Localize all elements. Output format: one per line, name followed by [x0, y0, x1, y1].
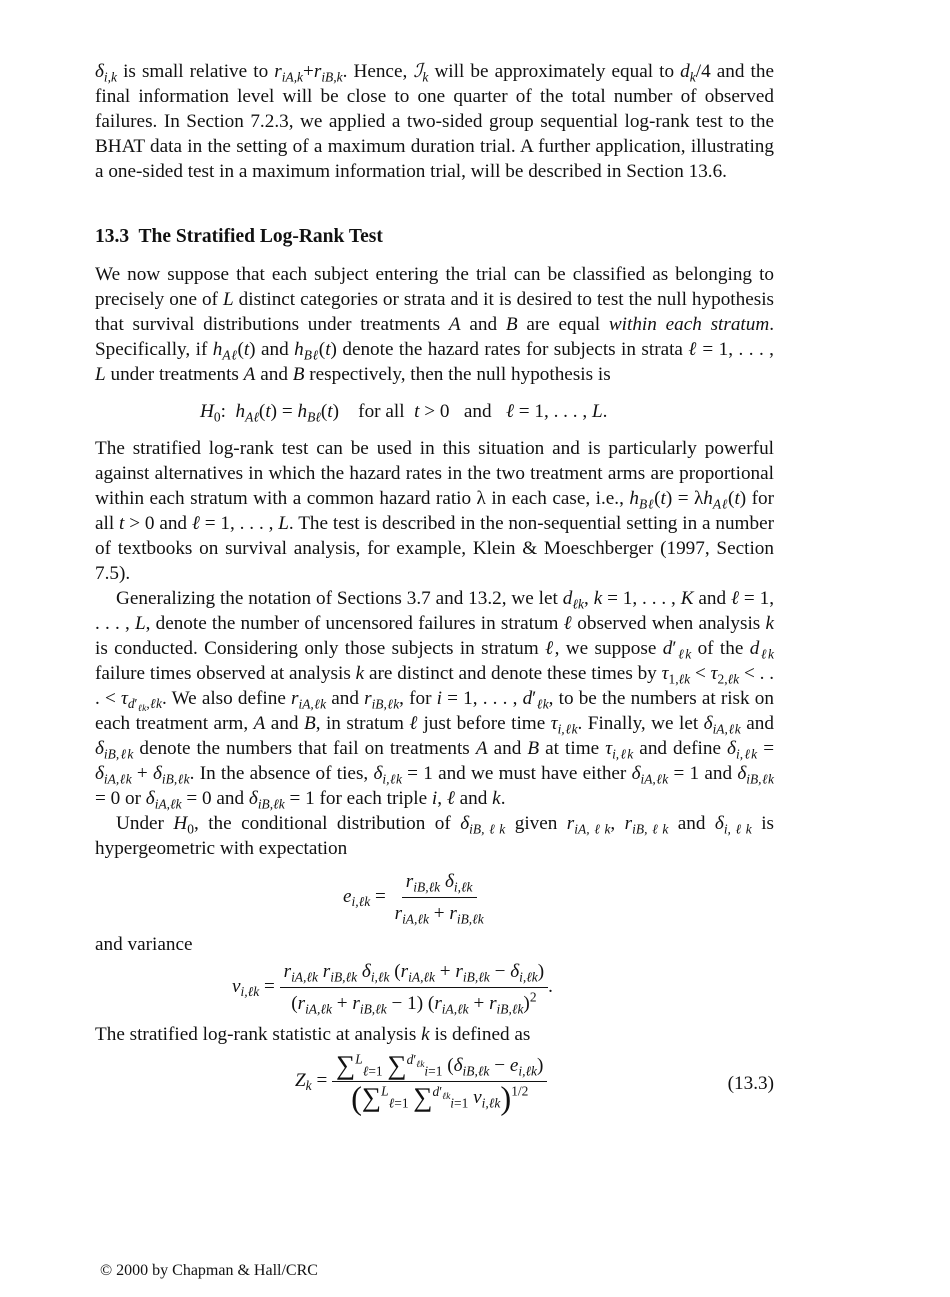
variance-equation: $v_{i,\ell k}$ = $\frac{r_{iA,\ell k} r_{iB,\ell k} \delta_{i,\ell k} (r_{iA,\ell k} + r_{iB,\ell k} - \delta_{i,\ell k})}{(r_{iA,\ell k} + r_{iB,\ell k} - 1) (r_{iA,\ell k} + r_{iB,\ell k})^2}$ .	[232, 961, 553, 1017]
paragraph-statistic-intro: The stratified log-rank statistic at analysis k is defined as	[95, 1024, 531, 1045]
section-number: 13.3	[95, 226, 130, 247]
paragraph-stratified-test: The stratified log-rank test can be used in this situation and is particularly powerful against alternatives in which the hazard rates in the two treatment arms are proportional within each stratum with a common hazard ratio λ in each case, i.e., $h_{B\ell}(t) = \lambda h_{A\ell}(t)$ for all t > 0 and ℓ = 1, . . . , L. The test is described in the non-sequential setting in a number of textbooks on survival analysis, for example, Klein & Moeschberger (1997, Section 7.5).	[95, 438, 775, 584]
paragraph-hypergeometric: Under $H_0$, the conditional distribution of $\delta_{iB,\ell k}$ given $r_{iA,\ell k}$, $r_{iB,\ell k}$ and $\delta_{i,\ell k}$ is hypergeometric with expectation	[95, 813, 775, 859]
expectation-equation: $e_{i,\ell k}$ = $\frac{r_{iB,\ell k} \delta_{i,\ell k}}{r_{iA,\ell k} + r_{iB,\ell k}}$	[343, 871, 484, 927]
paragraph-notation: Generalizing the notation of Sections 3.7 and 13.2, we let $d_{\ell k}$, k = 1, . . . , K and ℓ = 1, . . . , L, denote the number of uncensored failures in stratum ℓ observed when analysis k is conducted. Considering only those subjects in stratum ℓ, we suppose $d'_{\ell k}$ of the $d_{\ell k}$ failure times observed at analysis k are distinct and denote these times by $\tau_{1,\ell k} < \tau_{2,\ell k}$ < . . . < $\tau_{d'_{\ell k},\ell k}$. We also define $r_{iA,\ell k}$ and $r_{iB,\ell k}$, for i = 1, . . . , $d'_{\ell k}$, to be the numbers at risk on each treatment arm, A and B, in stratum ℓ just before time $\tau_{i,\ell k}$. Finally, we let $\delta_{iA,\ell k}$ and $\delta_{iB,\ell k}$ denote the numbers that fail on treatments A and B at time $\tau_{i,\ell k}$ and define $\delta_{i,\ell k} = \delta_{iA,\ell k} + \delta_{iB,\ell k}$. In the absence of ties, $\delta_{i,\ell k} = 1$ and we must have either $\delta_{iA,\ell k} = 1$ and $\delta_{iB,\ell k} = 0$ or $\delta_{iA,\ell k} = 0$ and $\delta_{iB,\ell k} = 1$ for each triple i, ℓ and k.	[95, 588, 775, 812]
copyright-footer: © 2000 by Chapman & Hall/CRC	[100, 1262, 318, 1279]
null-hypothesis-equation: $H_0$: $h_{A\ell}(t) = h_{B\ell}(t)$ for all t > 0 and ℓ = 1, . . . , L.	[200, 401, 608, 425]
paragraph-intro: $\delta_{i,k}$ is small relative to $r_{iA,k}+r_{iB,k}$. Hence, ℐ$_k$ will be approximately equal to $d_k/4$ and the final information level will be close to one quarter of the total number of observed failures. In Section 7.2.3, we applied a two-sided group sequential log-rank test to the BHAT data in the setting of a maximum duration trial. A further application, illustrating a one-sided test in a maximum information trial, will be described in Section 13.6.	[95, 59, 774, 182]
page-body	[95, 58, 775, 1117]
paragraph-strata: We now suppose that each subject entering the trial can be classified as belonging to precisely one of L distinct categories or strata and it is desired to test the null hypothesis that survival distributions under treatments A and B are equal within each stratum. Specifically, if $h_{A\ell}(t)$ and $h_{B\ell}(t)$ denote the hazard rates for subjects in strata ℓ = 1, . . . , L under treatments A and B respectively, then the null hypothesis is	[95, 264, 775, 385]
statistic-equation: $Z_k$ = $\frac{\sum^L_{\ell=1} \sum^{d'_{\ell k}}_{i=1} (\delta_{iB,\ell k} - e_{i,\ell k})}{(\sum^L_{\ell=1} \sum^{d'_{\ell k}}_{i=1} v_{i,\ell k})^{1/2}}$ (13.3)	[295, 1050, 774, 1117]
paragraph-variance-label: and variance	[95, 934, 193, 955]
section-title: The Stratified Log-Rank Test	[138, 226, 383, 247]
equation-number: (13.3)	[727, 1073, 774, 1094]
section-heading	[95, 224, 774, 249]
